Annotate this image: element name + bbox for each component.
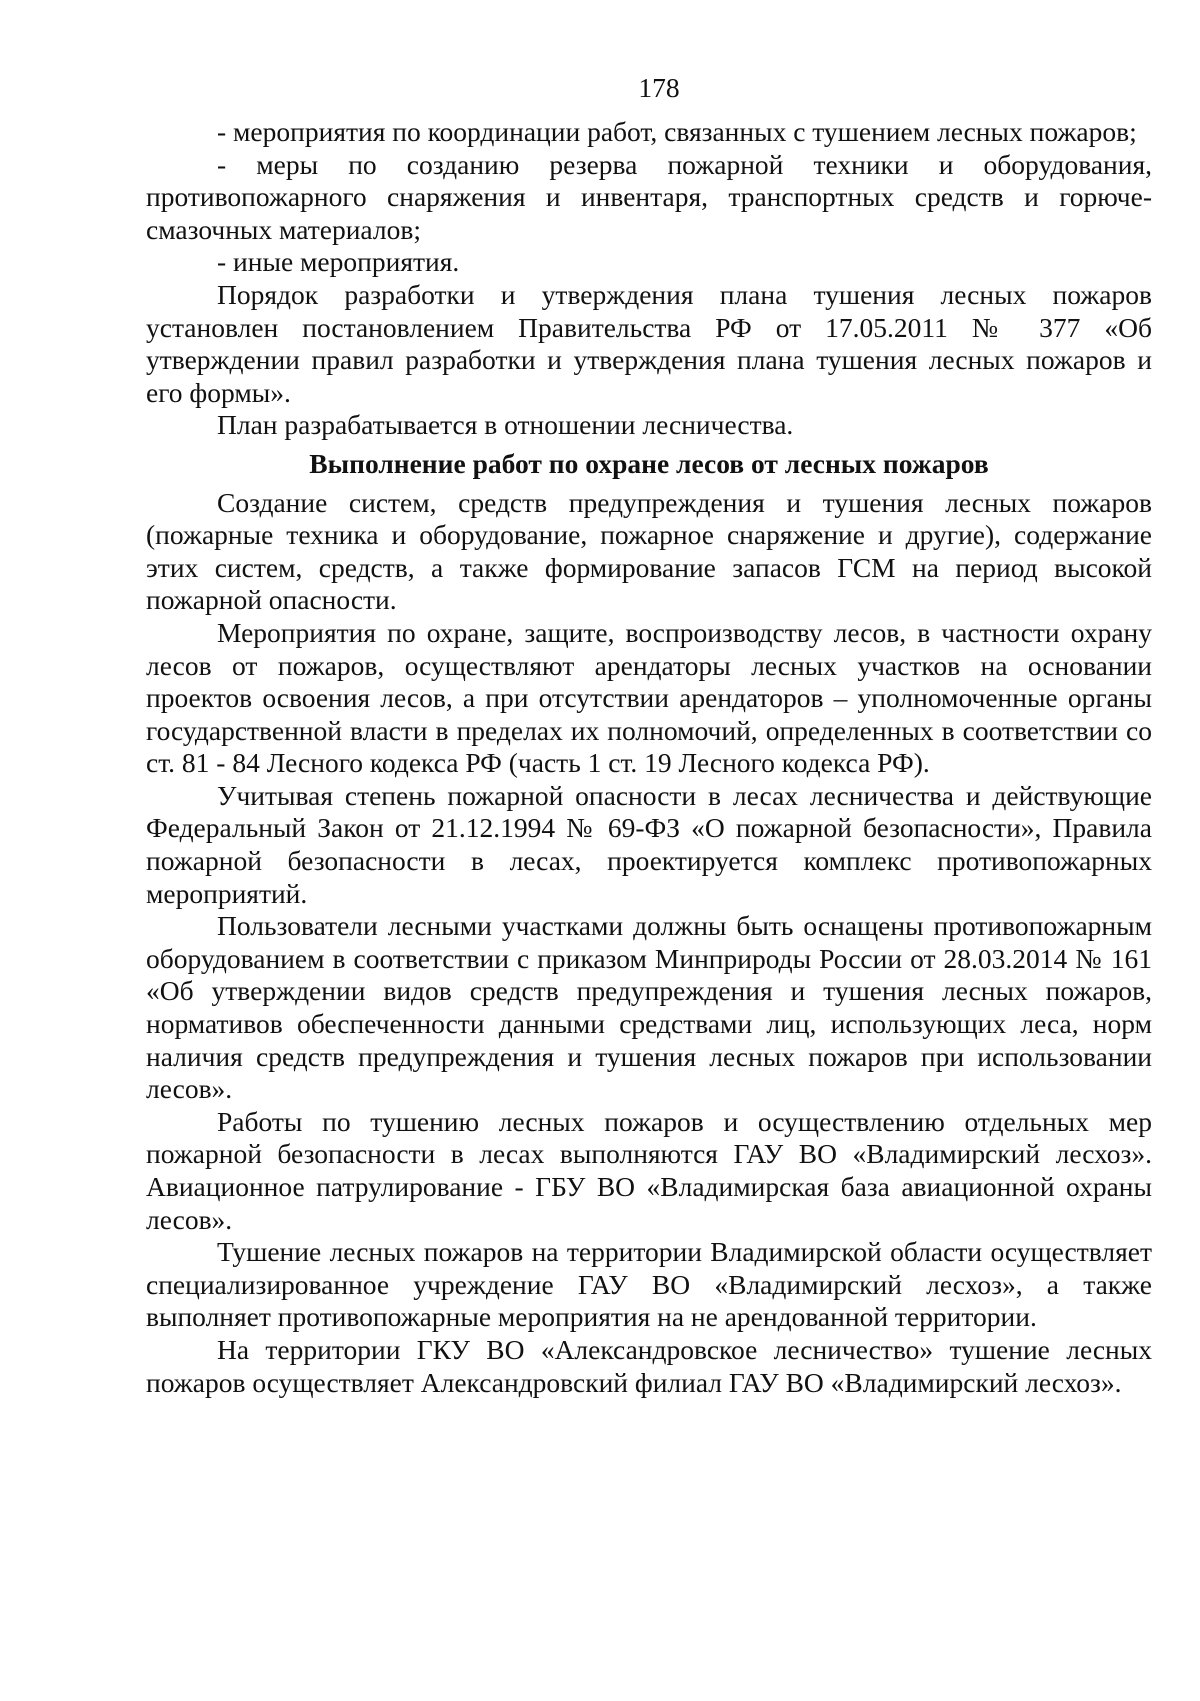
page-number: 178 — [638, 72, 680, 103]
paragraph-alexandrov-forestry: На территории ГКУ ВО «Александровское лесничество» тушение лесных пожаров осуществляет Александровский филиал ГАУ ВО «Владимирский лесхоз». — [146, 1333, 1152, 1398]
section-heading: Выполнение работ по охране лесов от лесных пожаров — [309, 447, 989, 479]
paragraph-fire-danger: Учитывая степень пожарной опасности в лесах лесничества и действующие Федеральный Закон от 21.12.1994 № 69-ФЗ «О пожарной безопасности», Правила пожарной безопасности в лесах, проектируется комплекс противопожарных мероприятий. — [146, 779, 1152, 909]
paragraph-systems-creation: Создание систем, средств предупреждения и тушения лесных пожаров (пожарные техника и оборудование, пожарное снаряжение и другие), содержание этих систем, средств, а также формирование запасов ГСМ на период высокой пожарной опасности. — [146, 486, 1152, 616]
paragraph-reserve-measures: - меры по созданию резерва пожарной техники и оборудования, противопожарного снаряжения и инвентаря, транспортных средств и горюче-смазочных материалов; — [146, 148, 1152, 245]
paragraph-other-measures: - иные мероприятия. — [217, 246, 460, 278]
paragraph-firefighting-works: Работы по тушению лесных пожаров и осуществлению отдельных мер пожарной безопасности в лесах выполняются ГАУ ВО «Владимирский лесхоз». Авиационное патрулирование - ГБУ ВО «Владимирская база авиационной охраны лесов». — [146, 1105, 1152, 1235]
paragraph-forest-protection: Мероприятия по охране, защите, воспроизводству лесов, в частности охрану лесов от пожаров, осуществляют арендаторы лесных участков на основании проектов освоения лесов, а при отсутствии арендаторов – уполномоченные органы государственной власти в пределах их полномочий, определенных в соответствии со ст. 81 - 84 Лесного кодекса РФ (часть 1 ст. 19 Лесного кодекса РФ). — [146, 616, 1152, 779]
paragraph-plan-procedure: Порядок разработки и утверждения плана тушения лесных пожаров установлен постановлением Правительства РФ от 17.05.2011 № 377 «Об утверждении правил разработки и утверждения плана тушения лесных пожаров и его формы». — [146, 278, 1152, 408]
document-page — [146, 60, 1152, 1399]
paragraph-coordination-measures: - мероприятия по координации работ, связанных с тушением лесных пожаров; — [217, 116, 1137, 147]
paragraph-regional-firefighting: Тушение лесных пожаров на территории Владимирской области осуществляет специализированное учреждение ГАУ ВО «Владимирский лесхоз», а также выполняет противопожарные мероприятия на не арендованной территории. — [146, 1236, 1152, 1333]
paragraph-plan-scope: План разрабатывается в отношении лесничества. — [217, 409, 794, 441]
paragraph-equipment-requirements: Пользователи лесными участками должны быть оснащены противопожарным оборудованием в соответствии с приказом Минприроды России от 28.03.2014 № 161 «Об утверждении видов средств предупреждения и тушения лесных пожаров, нормативов обеспеченности данными средствами лиц, использующих леса, норм наличия средств предупреждения и тушения лесных пожаров при использовании лесов». — [146, 910, 1152, 1105]
